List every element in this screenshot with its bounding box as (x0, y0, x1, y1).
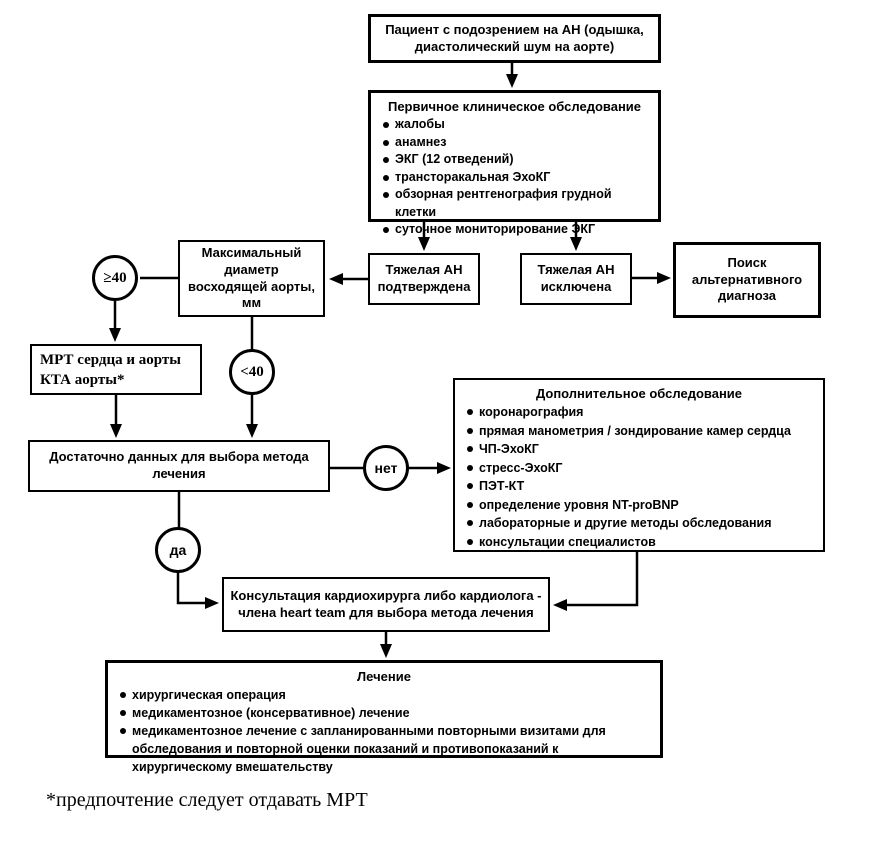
label-text: <40 (240, 363, 264, 380)
label-text: нет (374, 460, 398, 476)
label-ge40-circle (92, 255, 138, 301)
node-text: Консультация кардиохирурга либо кардиолога - члена heart team для выбора метода лечения (230, 587, 542, 620)
mrt-line2: КТА аорты* (40, 372, 125, 389)
list-item: ЧП-ЭхоКГ (465, 440, 813, 459)
node-max-aorta-diameter (178, 240, 325, 317)
label-lt40-circle (229, 349, 275, 395)
node-title: Дополнительное обследование (535, 386, 743, 401)
node-text (40, 350, 181, 391)
list-item: ПЭТ-КТ (465, 477, 813, 496)
node-text: Пациент с подозрением на АН (одышка, диастолический шум на аорте) (385, 21, 644, 54)
node-title: Первичное клиническое обследование (387, 99, 642, 114)
node-mri-cta (30, 344, 202, 395)
node-additional-examination (453, 378, 825, 552)
node-text: Тяжелая АН подтверждена (377, 262, 471, 294)
mrt-line1: МРТ сердца и аорты (40, 352, 181, 368)
primary-exam-list (381, 116, 648, 239)
list-item: обзорная рентгенография грудной клетки (381, 186, 648, 221)
list-item: определение уровня NT-proBNP (465, 496, 813, 515)
list-item: хирургическая операция (118, 686, 650, 704)
list-item: трансторакальная ЭхоКГ (381, 169, 648, 187)
list-item: медикаментозное лечение с запланированными повторными визитами для обследования и повторной оценки показаний и противопоказаний к хирургическому вмешательству (118, 722, 650, 776)
treatment-options-list (118, 686, 650, 776)
list-item: прямая манометрия / зондирование камер сердца (465, 422, 813, 441)
list-item: лабораторные и другие методы обследования (465, 514, 813, 533)
label-text: ≥40 (103, 269, 127, 286)
list-item: анамнез (381, 134, 648, 152)
list-item: коронарография (465, 403, 813, 422)
additional-exam-list (465, 403, 813, 551)
footnote: *предпочтение следует отдавать МРТ (46, 789, 368, 811)
node-severe-an-excluded (520, 253, 632, 305)
node-enough-data (28, 440, 330, 492)
node-text: Тяжелая АН исключена (537, 262, 615, 294)
node-severe-an-confirmed (368, 253, 480, 305)
list-item: жалобы (381, 116, 648, 134)
label-no-circle (363, 445, 409, 491)
list-item: суточное мониторирование ЭКГ (381, 221, 648, 239)
node-text: Максимальный диаметр восходящей аорты, мм (188, 244, 315, 311)
node-text: Поиск альтернативного диагноза (691, 254, 803, 304)
node-heart-team-consultation (222, 577, 550, 632)
arrow-yes-to-consult (178, 572, 215, 603)
list-item: консультации специалистов (465, 533, 813, 552)
node-alternative-diagnosis-search (673, 242, 821, 318)
label-yes-circle (155, 527, 201, 573)
node-text: Достаточно данных для выбора метода лечения (49, 449, 309, 481)
arrow-additional-to-consult (557, 552, 637, 605)
node-title: Лечение (357, 669, 411, 684)
node-primary-examination (368, 90, 661, 236)
list-item: ЭКГ (12 отведений) (381, 151, 648, 169)
list-item: медикаментозное (консервативное) лечение (118, 704, 650, 722)
list-item: стресс-ЭхоКГ (465, 459, 813, 478)
node-treatment (105, 660, 663, 774)
node-patient-suspected-an (368, 14, 661, 63)
label-text: да (169, 542, 187, 558)
